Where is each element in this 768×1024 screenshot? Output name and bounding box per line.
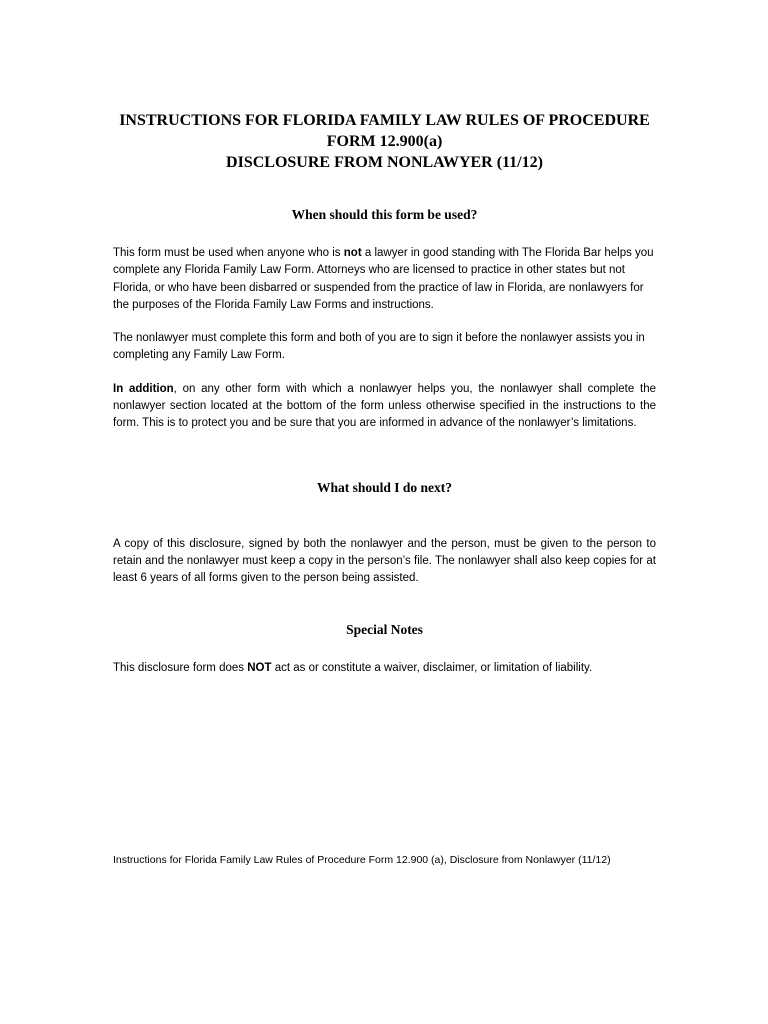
title-line-2: FORM 12.900(a) [326,133,443,150]
paragraph-form-usage-text-1: This form must be used when anyone who is [113,247,344,259]
paragraph-in-addition-bold: In addition [113,382,174,395]
paragraph-in-addition [113,381,656,433]
section-heading-when-used: When should this form be used? [291,207,478,222]
page-footer: Instructions for Florida Family Law Rules of Procedure Form 12.900 (a), Disclosure from Nonlawyer (11/12) [113,854,611,866]
document-title [113,110,656,173]
paragraph-waiver-text-2: act as or constitute a waiver, disclaimer, or limitation of liability. [271,661,593,674]
title-line-1: INSTRUCTIONS FOR FLORIDA FAMILY LAW RULES OF PROCEDURE [119,112,650,129]
paragraph-form-usage-bold: not [343,247,362,259]
paragraph-form-usage-text-2: a lawyer in good standing with The Florida Bar helps you complete any Florida Family Law Form. Attorneys who are licensed to practice in other states but not Florida, or who have been disbarred or suspended from the practice of law in Florida, are nonlawyers for the purposes of the Florida Family Law Forms and instructions. [113,247,654,311]
paragraph-form-usage [113,245,656,314]
section-heading-next-steps: What should I do next? [316,479,453,495]
paragraph-in-addition-text: , on any other form with which a nonlawyer helps you, the nonlawyer shall complete the nonlawyer section located at the bottom of the form unless otherwise specified in the instructions to the form. This is to protect you and be sure that you are informed in advance of the nonlawyer’s limitations. [113,382,656,430]
paragraph-copy-disclosure: A copy of this disclosure, signed by both the nonlawyer and the person, must be given to the person to retain and the nonlawyer must keep a copy in the person’s file. The nonlawyer shall also keep copies for at least 6 years of all forms given to the person being assisted. [113,537,656,585]
paragraph-waiver-notice [113,660,656,677]
paragraph-waiver-bold: NOT [247,661,272,674]
section-heading-special-notes: Special Notes [346,621,423,637]
paragraph-nonlawyer-complete: The nonlawyer must complete this form and both of you are to sign it before the nonlawyer assists you in completing any Family Law Form. [113,332,645,362]
title-line-3: DISCLOSURE FROM NONLAWYER (11/12) [226,154,543,171]
paragraph-waiver-text-1: This disclosure form does [113,661,248,674]
